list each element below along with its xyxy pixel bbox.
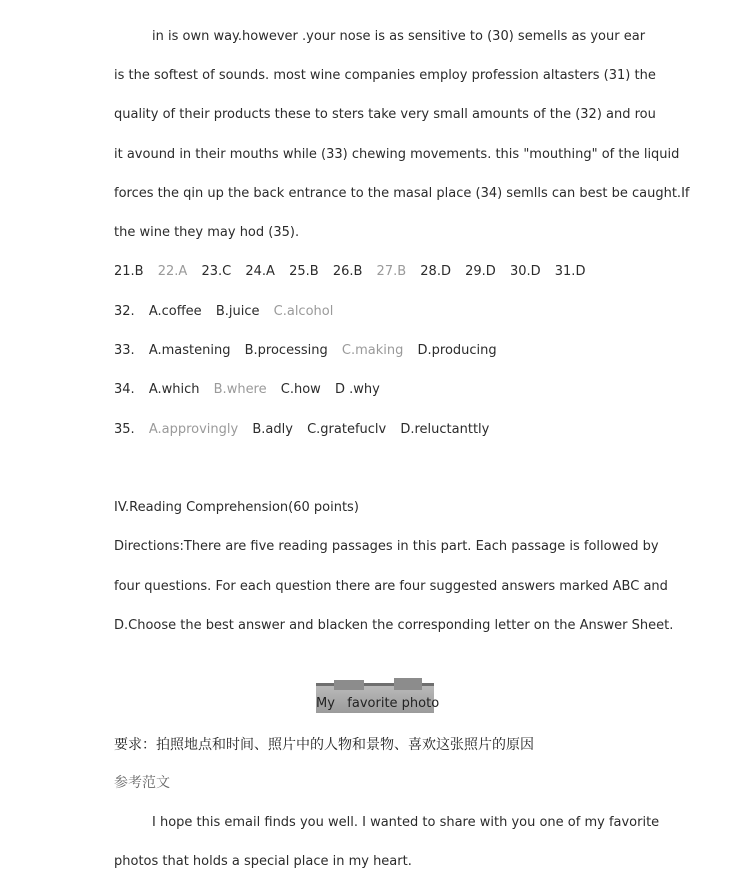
question-34 <box>114 381 390 399</box>
answer-item: 31.D <box>554 264 586 279</box>
question-number: 35. <box>114 422 135 437</box>
passage-line: forces the qin up the back entrance to the masal place (34) semlls can best be caught.If <box>114 186 690 201</box>
option: C.alcohol <box>273 304 334 319</box>
answer-key <box>114 263 595 281</box>
passage-line: the wine they may hod (35). <box>114 225 300 240</box>
answer-item: 24.A <box>245 264 275 279</box>
option: C.gratefuclv <box>307 422 387 437</box>
question-33 <box>114 342 507 360</box>
answer-item: 22.A <box>157 264 188 279</box>
passage-line: quality of their products these to sters take very small amounts of the (32) and rou <box>114 107 656 122</box>
question-number: 33. <box>114 343 135 358</box>
answer-item: 30.D <box>509 264 541 279</box>
essay-title-banner <box>316 683 440 713</box>
directions-line: D.Choose the best answer and blacken the corresponding letter on the Answer Sheet. <box>114 618 674 633</box>
essay-line: photos that holds a special place in my heart. <box>114 854 412 869</box>
passage-line: it avound in their mouths while (33) chewing movements. this "mouthing" of the liquid <box>114 147 680 162</box>
question-35 <box>114 421 499 439</box>
question-32 <box>114 303 343 321</box>
essay-title: My favorite photo <box>316 696 440 711</box>
option: B.juice <box>215 304 260 319</box>
section-title: IV.Reading Comprehension(60 points) <box>114 500 359 515</box>
essay-requirement: 要求：拍照地点和时间、照片中的人物和景物、喜欢这张照片的原因 <box>114 737 534 753</box>
sample-label: 参考范文 <box>114 775 170 791</box>
directions-line: four questions. For each question there are four suggested answers marked ABC and <box>114 579 668 594</box>
answer-item: 23.C <box>201 264 232 279</box>
option: D .why <box>334 382 380 397</box>
banner-shade <box>394 678 422 690</box>
option: A.approvingly <box>148 422 239 437</box>
option: B.adly <box>252 422 293 437</box>
option: B.where <box>213 382 267 397</box>
answer-item: 28.D <box>420 264 451 279</box>
banner-shade <box>334 680 364 690</box>
option: A.mastening <box>148 343 231 358</box>
option: B.processing <box>244 343 328 358</box>
answer-item: 26.B <box>332 264 363 279</box>
option: A.coffee <box>148 304 202 319</box>
essay-line: I hope this email finds you well. I wanted to share with you one of my favorite <box>152 815 660 830</box>
question-number: 32. <box>114 304 135 319</box>
option: D.producing <box>417 343 497 358</box>
option: C.making <box>341 343 404 358</box>
directions-line: Directions:There are five reading passages in this part. Each passage is followed by <box>114 539 659 554</box>
option: A.which <box>148 382 200 397</box>
answer-item: 29.D <box>465 264 496 279</box>
answer-item: 25.B <box>289 264 319 279</box>
option: C.how <box>280 382 321 397</box>
passage-line: in is own way.however .your nose is as sensitive to (30) semells as your ear <box>152 29 646 44</box>
answer-item: 21.B <box>114 264 144 279</box>
passage-line: is the softest of sounds. most wine companies employ profession altasters (31) the <box>114 68 656 83</box>
option: D.reluctanttly <box>400 422 490 437</box>
answer-item: 27.B <box>376 264 407 279</box>
question-number: 34. <box>114 382 135 397</box>
